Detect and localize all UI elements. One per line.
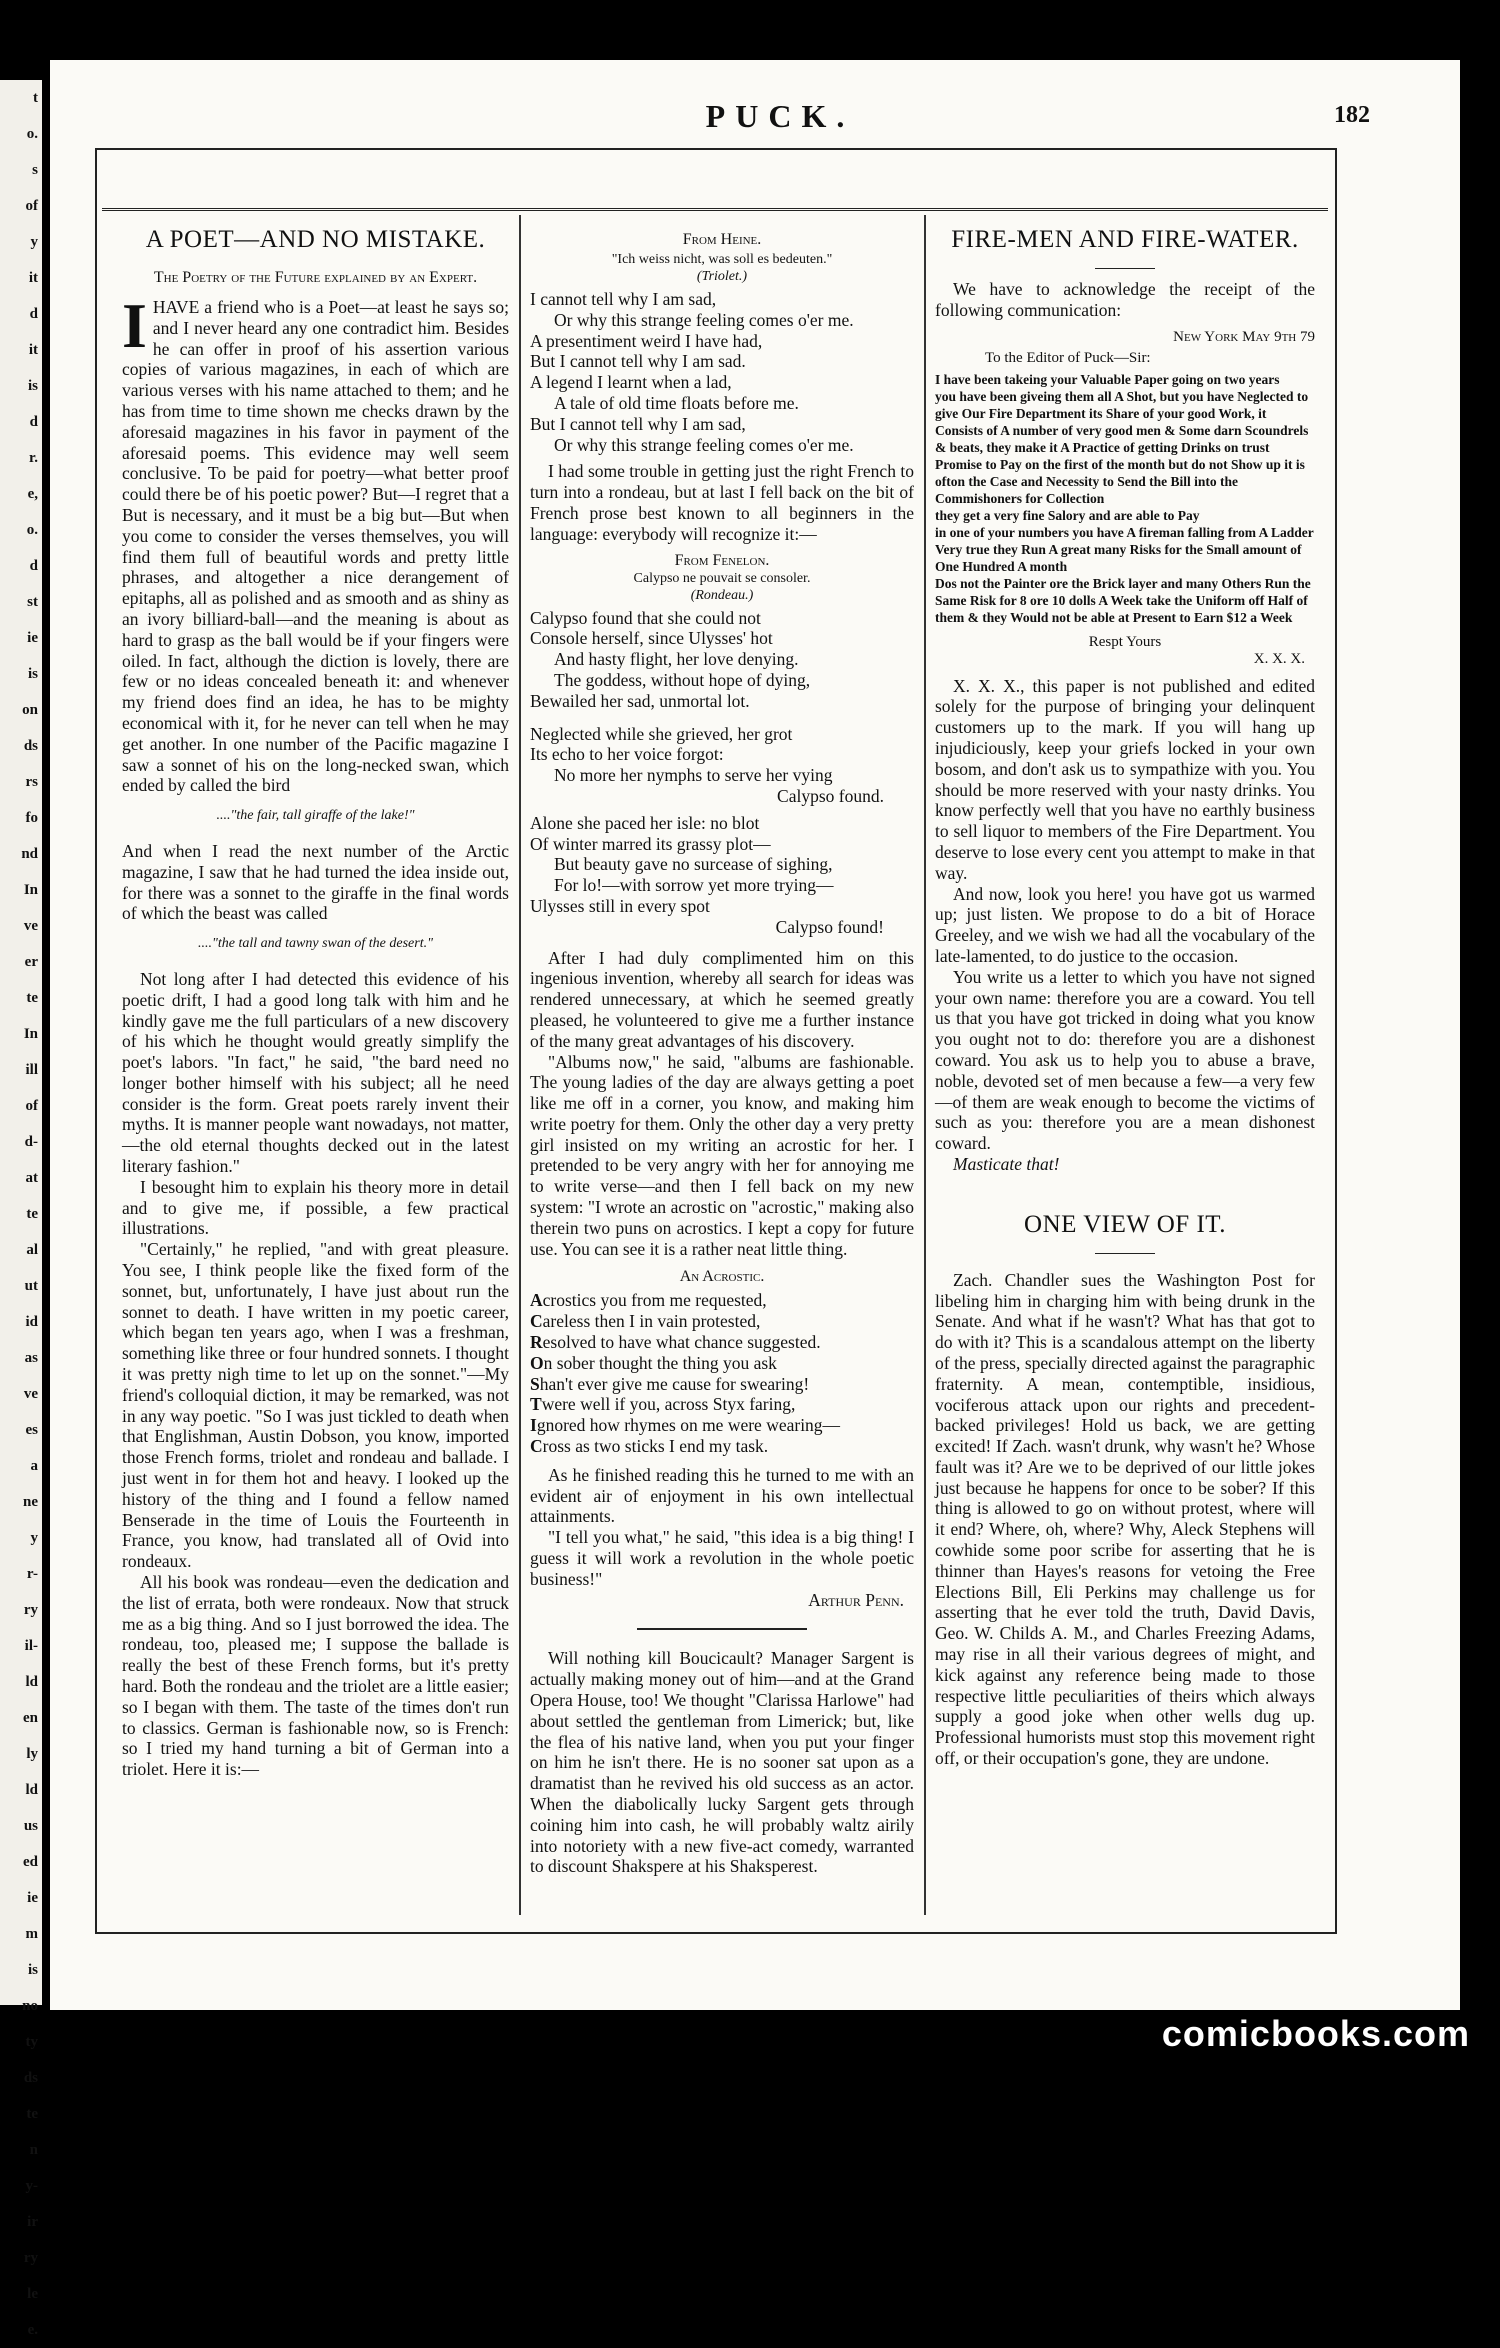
article-paragraph: "I tell you what," he said, "this idea is a big thing! I guess it will work a revolution in the whole poetic business!" [530,1527,914,1589]
article-paragraph: X. X. X., this paper is not published and edited solely for the purpose of bringing your delinquent customers up to the mark. If you will hang up injudiciously, keep your griefs locked in your own bosom, and don't ask us to sympathize with you. You should be more reserved with your nasty drinks. You know perfectly well that you have no earthly business to sell liquor to members of the Fire Department. You deserve to lose every cent you attempt to make in that way. [935,675,1315,883]
poem-line: Bewailed her sad, unmortal lot. [530,690,750,711]
letter-line: Dos not the Painter ore the Brick layer and many Others Run the Same Risk for 8 ore 10 dolls A Week take the Uniform off Half of them & they Would not be able at Present to Earn $12 a Week [935,575,1311,625]
poem-line: Ignored how rhymes on me were wearing— [530,1415,841,1436]
poem-form: (Triolet.) [696,269,748,284]
article-subheading: The Poetry of the Future explained by an Expert. [153,269,478,286]
column-divider-1 [519,215,521,1915]
article-heading: A POET—AND NO MISTAKE. [145,226,486,253]
poem-line: For lo!—with sorrow yet more trying— [554,875,834,896]
article-paragraph: I besought him to explain his theory more in detail and to give me, if possible, a few practical illustrations. [122,1176,509,1239]
article-paragraph: "Certainly," he replied, "and with great pleasure. You see, I think people like the fixed form of the sonnet, but, unfortunately, I have just about run the sonnet to death. I have written in my poetic career, which began ten years ago, when I was a freshman, something like three or four hundred sonnets. I thought it was pretty nigh time to let up on the sonnet."—My friend's colloquial diction, it may be remarked, was not in any way poetic. "So I was just tickled to death when that Englishman, Austin Dobson, you know, imported those French forms, triolet and rondeau and ballade. I just went in for them hot and heavy. I looked up the history of the thing and I found a fellow named Benserade in the time of Louis the Fourteenth in France, you know, had translated all of Ovid into rondeaux. [122,1239,509,1572]
poem-line: Or why this strange feeling comes o'er me. [554,434,854,455]
masthead-rule [102,208,1328,211]
article-paragraph: And now, look you here! you have got us warmed up; just listen. We propose to do a bit of Horace Greeley, and we wish we had all the vocabulary of the late-lamented, to do justice to the occasion. [935,883,1315,966]
poem-line: The goddess, without hope of dying, [554,669,811,690]
acrostic-poem [530,1290,914,1456]
poem-line: Acrostics you from me requested, [530,1290,767,1311]
article-paragraph: Masticate that! [953,1153,1060,1174]
section-rule [637,1628,807,1630]
poem-line: But beauty gave no surcease of sighing, [554,854,833,875]
article-paragraph: All his book was rondeau—even the dedication and the list of errata, both were rondeaux. Now that struck me as a big thing. And so I just borrowed the idea. The rondeau, too, pleased me; I suppose the ballade is really the best of these French forms, but it's pretty hard. Both the rondeau and the triolet are a little easier; so I began with them. The taste of the times don't run to classics. German is fashionable now, so is French: so I tried my hand turning a bit of German into a triolet. Here it is:— [122,1572,509,1780]
quotation: ...."the fair, tall giraffe of the lake!" [216,808,415,824]
poem-line: I cannot tell why I am sad, [530,289,717,309]
article-paragraph: "Albums now," he said, "albums are fashionable. The young ladies of the day are always getting a poet like me off in a corner, you know, and making him write poetry for them. Only the other day a very pretty girl insisted on my writing an acrostic for her. I pretended to be very angry with her for annoying me to write verse—and then I fell back on my new system: "I wrote an acrostic on "acrostic," making also therein two puns on acrostics. I kept a copy for future use. You can see it is a rather neat little thing. [530,1051,914,1259]
rondeau-stanza [530,724,914,807]
article-paragraph: We have to acknowledge the receipt of the following communication: [935,279,1315,320]
column-3 [935,222,1315,1769]
article-heading: FIRE-MEN AND FIRE-WATER. [951,226,1299,253]
heading-rule [1095,268,1155,269]
rondeau-stanza [530,608,914,712]
article-paragraph: After I had duly complimented him on this ingenious invention, whereby all search for ideas was rendered unnecessary, at which he seemed greatly pleased, he volunteered to give me a further instance of the many great advantages of his discovery. [530,947,914,1051]
article-paragraph: You write us a letter to which you have not signed your own name: therefore you are a coward. You tell us that you have got tricked in doing what you know you ought not to do: therefore you are a dishonest coward. You ask us to help you to abuse a brave, noble, devoted set of men because a few—a very few—of them are weak enough to become the victims of such as you: therefore you are a mean dishonest coward. [935,966,1315,1154]
letter-line: in one of your numbers you have A fireman falling from A Ladder Very true they Run A great many Risks for the Small amount of One Hundred A month [935,524,1314,574]
poem-epigraph: Calypso ne pouvait se consoler. [633,570,811,586]
poem-line: Alone she paced her isle: no blot [530,812,760,833]
rondeau-stanza [530,813,914,938]
article-paragraph: IHAVE a friend who is a Poet—at least he says so; and I never heard any one contradict him. Besides he can offer in proof of his assertion various copies of various magazines, in each of which are various verses with his name attached to them; and he has from time to time shown me checks drawn by the aforesaid magazines in his favor in payment of the aforesaid poems. This evidence may well seem conclusive. To be paid for poetry—what better proof could there be of his poetic power? But—I regret that a But is necessary, and it must be a big but—But when you come to consider the verses themselves, you will find them full of beautiful words and pretty little phrases, and altogether a nice derangement of epitaphs, all as polished and as smooth and as shiny as an ivory billiard-ball—and the meaning is about as hard to grasp as the ball would be if your fingers were oiled. In fact, although the diction is lovely, there are few or no ideas concealed beneath it: and whenever my friend does find an idea, he has to be mighty economical with it, for he never can tell when he may get another. In one number of the Pacific magazine I saw a sonnet of his on the long-necked swan, which ended by called the bird [122,290,509,796]
page-number: 182 [1334,102,1370,128]
poem-line: Ulysses still in every spot [530,895,710,916]
poem-line: A tale of old time floats before me. [554,392,799,413]
poem-line: No more her nymphs to serve her vying [554,765,833,786]
poem-line: Careless then I in vain protested, [530,1311,761,1332]
article-paragraph: I had some trouble in getting just the right French to turn into a rondeau, but at last I fell back on the bit of French prose best known to all beginners in the language: everybody will recognize it:— [530,461,914,544]
poem-line: Calypso found. [777,785,884,806]
poem-line: Of winter marred its grassy plot— [530,833,771,854]
letter-signature: X. X. X. [1253,650,1305,667]
poem-epigraph: "Ich weiss nicht, was soll es bedeuten." [611,252,833,267]
poem-line: A legend I learnt when a lad, [530,372,732,393]
poem-title: From Fenelon. [674,551,770,569]
poem-title: From Heine. [682,231,762,248]
article-paragraph: And when I read the next number of the Arctic magazine, I saw that he had turned the idea inside out, for there was a sonnet to the giraffe in the final words of which the beast was called [122,840,509,924]
letter-line: they get a very fine Salory and are able to Pay [935,507,1200,523]
column-divider-2 [924,215,926,1915]
letter-line: you have been giveing them all A Shot, but you have Neglected to give Our Fire Department its Share of your good Work, it Consists of A number of very good men & Some darn Scoundrels & beats, they make it A Practice of getting Drinks on trust Promise to Pay on the first of the month but do not Show up it is ofton the Case and Necessity to Send the Bill into the Commishoners for Collection [935,388,1309,506]
masthead-title: PUCK. [705,98,855,134]
reader-letter [935,329,1315,668]
poem-line: Calypso found that she could not [530,607,761,628]
letter-dateline: New York May 9th 79 [1173,328,1315,345]
letter-line: I have been takeing your Valuable Paper going on two years [935,371,1280,387]
poem-line: Shan't ever give me cause for swearing! [530,1373,810,1394]
poem-line: A presentiment weird I have had, [530,330,763,351]
poem-line: On sober thought the thing you ask [530,1352,777,1373]
letter-salutation: To the Editor of Puck—Sir: [985,349,1151,366]
poem-line: Twere well if you, across Styx faring, [530,1394,796,1415]
poem-line: Cross as two sticks I end my task. [530,1436,769,1457]
poem-line: Its echo to her voice forgot: [530,744,724,765]
poem-line: Neglected while she grieved, her grot [530,723,793,744]
letter-close: Respt Yours [1088,633,1162,650]
poem-line: And hasty flight, her love denying. [554,649,799,670]
poem-line: Resolved to have what chance suggested. [530,1332,821,1353]
poem-line: But I cannot tell why I am sad. [530,351,746,372]
adjacent-page-edge: t o. s of y it d it is d r. e, o. d st ie is on ds rs fo nd In ve er te In ill of d- at te al ut id as ve es a ne y r- ry il- ld en ly ld us ed ie m is no ty ds te n y- ir ry le e. [0,80,42,2005]
column-2 [530,222,914,1877]
poem-form: (Rondeau.) [690,587,754,603]
author-signature: Arthur Penn. [808,1589,904,1610]
article-paragraph: Not long after I had detected this evidence of his poetic drift, I had a good long talk with him and he kindly gave me the full particulars of a new discovery of his which he thought would greatly simplify the poet's labors. "In fact," he said, "the bard need no longer bother himself with his subject; all he need consider is the form. Great poets rarely invent their myths. It is manner people want nowadays, not matter,—the old eternal thoughts decked out in the latest literary fashion." [122,968,509,1177]
quotation: ...."the tall and tawny swan of the desert." [198,936,433,952]
poem-line: Console herself, since Ulysses' hot [530,628,773,649]
drop-cap: I [122,290,147,361]
poem-line: Calypso found! [775,916,884,937]
poem-line: But I cannot tell why I am sad, [530,413,746,434]
article-paragraph: Zach. Chandler sues the Washington Post for libeling him in charging him with being drunk in the Senate. And what if he wasn't? What has that got to do with it? This is a scandalous attempt on the liberty of the press, specially directed against the paragraphic fraternity. A mean, contemptible, insidious, vociferous attack upon our rights and precedent-backed privileges! Hold us back, we are getting excited! If Zach. wasn't drunk, why wasn't he? Whose fault was it? Are we to be deprived of our little jokes just because he happens for once to be sober? If this thing is allowed to go on without protest, where will it end? Where, oh, where? Why, Aleck Stephens will cowhide some poor scribe for asserting that he is thinner than Hayes's reasons for vetoing the Free Elections Bill, Eli Perkins may challenge us for asserting that he ever told the truth, David Davis, Geo. W. Childs A. M., and Charles Freezing Adams, may rise in all their various degrees of might, and kick against any reference being made to those respective little peculiarities of theirs which always supply a good joke when other wells dug up. Professional humorists must stop this movement right off, or their occupation's gone, they are undone. [935,1269,1315,1769]
heading-rule [1095,1253,1155,1254]
site-watermark: comicbooks.com [1161,2013,1470,2054]
poem-title: An Acrostic. [679,1268,765,1286]
masthead [110,90,1450,150]
column-1 [122,222,509,1780]
article-paragraph: Will nothing kill Boucicault? Manager Sargent is actually making money out of him—and at the Grand Opera House, too! We thought "Clarissa Harlowe" had about settled the gentleman from Limerick; but, like the flea of his native land, when you put your finger on him he isn't there. He is no sooner sat upon as a dramatist than he revived his old success as an actor. When the diabolically lucky Sargent gets through coining him into cash, he will probably waltz airily into notoriety with a new five-act comedy, warranted to discount Shakspere at his Shaksperest. [530,1648,914,1877]
article-paragraph: As he finished reading this he turned to me with an evident air of enjoyment in his own intellectual attainments. [530,1464,914,1527]
article-heading: ONE VIEW OF IT. [1024,1210,1226,1238]
poem-line: Or why this strange feeling comes o'er me. [554,309,854,330]
triolet-poem [530,289,914,455]
